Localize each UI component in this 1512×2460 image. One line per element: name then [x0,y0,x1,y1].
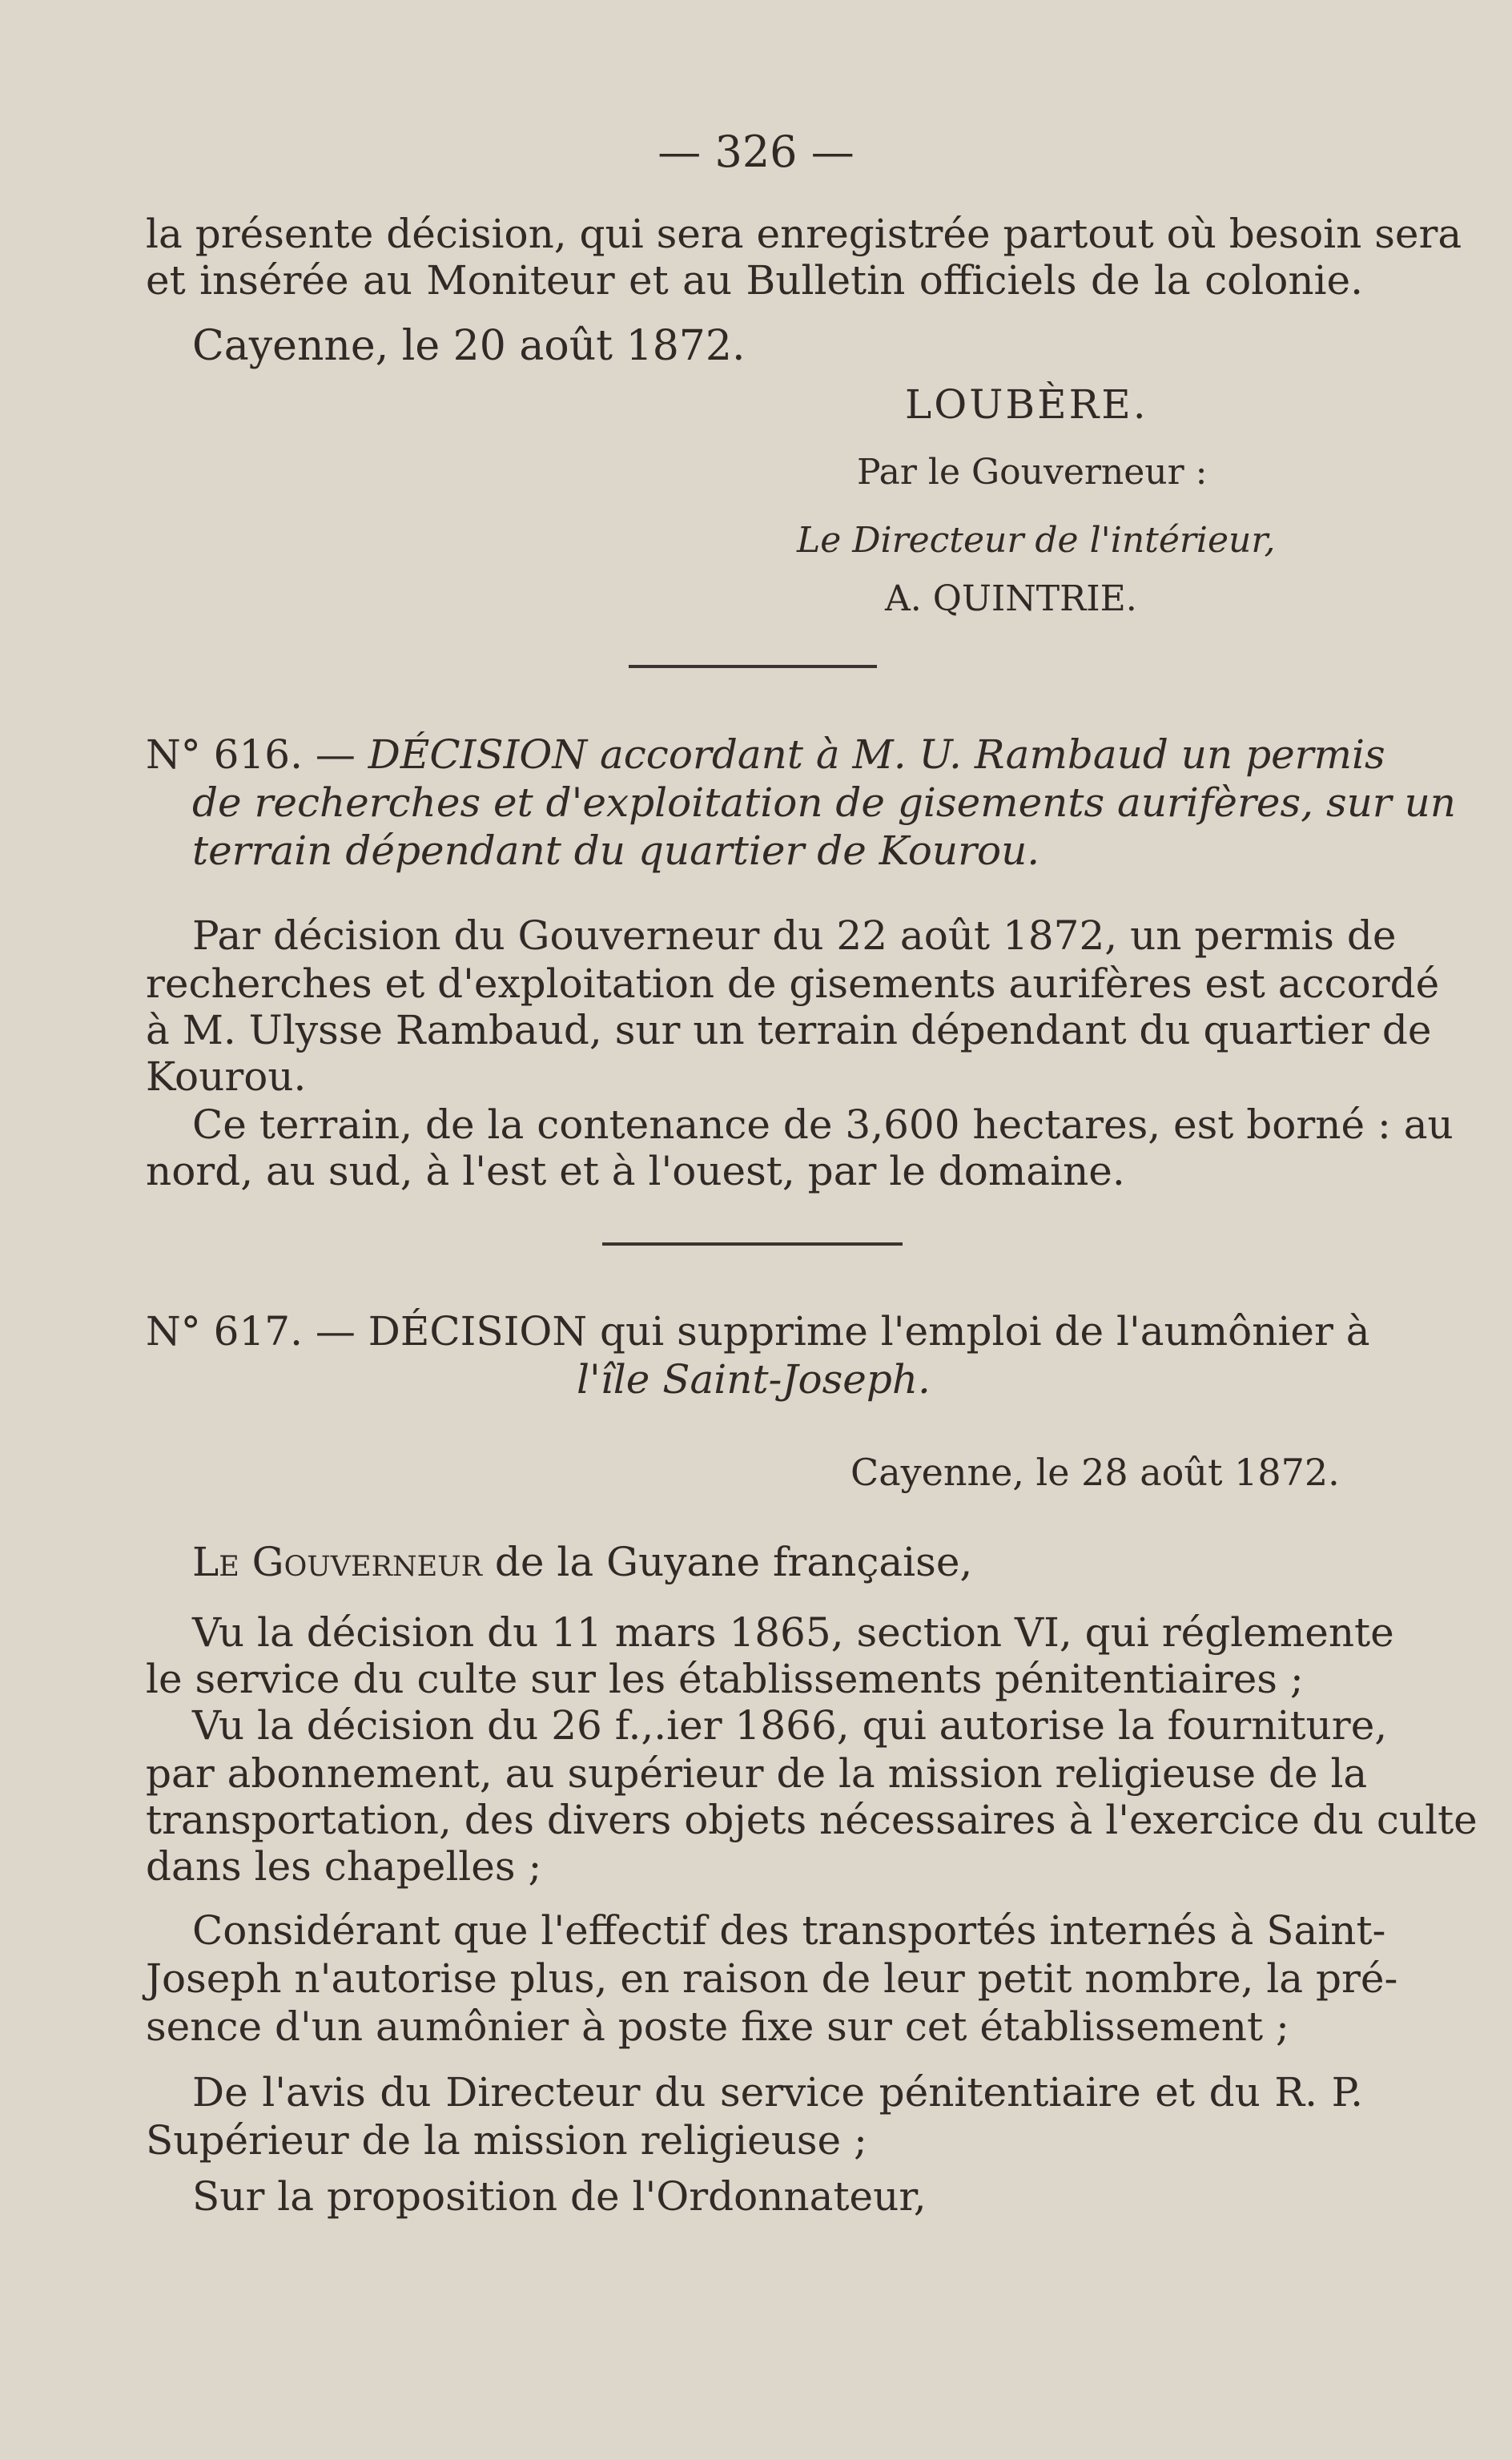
decision-date: Cayenne, le 28 août 1872. [850,1451,1340,1494]
body-line: nord, au sud, à l'est et à l'ouest, par le domaine. [146,1148,1125,1194]
preamble-line: et insérée au Moniteur et au Bulletin officiels de la colonie. [146,257,1363,304]
signatory-name: A. QUINTRIE. [885,578,1137,619]
body-line: recherches et d'exploitation de gisements aurifères est accordé [146,960,1440,1007]
body-line: Vu la décision du 11 mars 1865, section VI, qui réglemente [192,1609,1394,1656]
decision-title-text: DÉCISION accordant à M. U. Rambaud un permis [368,731,1385,778]
body-line: Kourou. [146,1053,307,1100]
body-line: Supérieur de la mission religieuse ; [146,2117,867,2164]
body-line: transportation, des divers objets nécessaires à l'exercice du culte [146,1797,1478,1843]
body-line: Par décision du Gouverneur du 22 août 1872, un permis de [192,912,1397,959]
body-line: Joseph n'autorise plus, en raison de leur petit nombre, la pré- [146,1955,1398,2002]
governor-line [192,1538,1363,1586]
decision-date: Cayenne, le 20 août 1872. [192,322,746,370]
signatory-title: Le Directeur de l'intérieur, [797,520,1276,561]
body-line: Vu la décision du 26 f.,.ier 1866, qui autorise la fourniture, [192,1702,1388,1749]
preamble-line: la présente décision, qui sera enregistrée partout où besoin sera [146,211,1462,257]
decision-number: N° 616. — [146,731,368,778]
body-line: Ce terrain, de la contenance de 3,600 hectares, est borné : au [192,1101,1454,1148]
decision-title: N° 617. — DÉCISION qui supprime l'emploi de l'aumônier à [146,1308,1370,1355]
decision-title: terrain dépendant du quartier de Kourou. [192,827,1040,874]
decision-title: l'île Saint-Joseph. [577,1356,931,1403]
section-divider [629,665,877,668]
body-line: dans les chapelles ; [146,1843,542,1890]
section-divider [602,1242,903,1246]
decision-title [146,731,1385,779]
page-number: — 326 — [657,127,855,177]
body-line: sence d'un aumônier à poste fixe sur cet établissement ; [146,2003,1289,2050]
body-line: Sur la proposition de l'Ordonnateur, [192,2173,927,2220]
governor-title: Le Gouverneur [192,1539,482,1585]
signature: LOUBÈRE. [905,381,1148,428]
body-line: par abonnement, au supérieur de la mission religieuse de la [146,1750,1368,1797]
decision-title: de recherches et d'exploitation de gisements aurifères, sur un [192,779,1457,826]
body-line: le service du culte sur les établissements pénitentiaires ; [146,1656,1304,1702]
body-line: De l'avis du Directeur du service pénitentiaire et du R. P. [192,2069,1363,2116]
body-line: Considérant que l'effectif des transportés internés à Saint- [192,1907,1386,1954]
body-line: à M. Ulysse Rambaud, sur un terrain dépendant du quartier de [146,1007,1432,1053]
signatory-label: Par le Gouverneur : [857,452,1208,493]
governor-rest: de la Guyane française, [481,1539,973,1585]
